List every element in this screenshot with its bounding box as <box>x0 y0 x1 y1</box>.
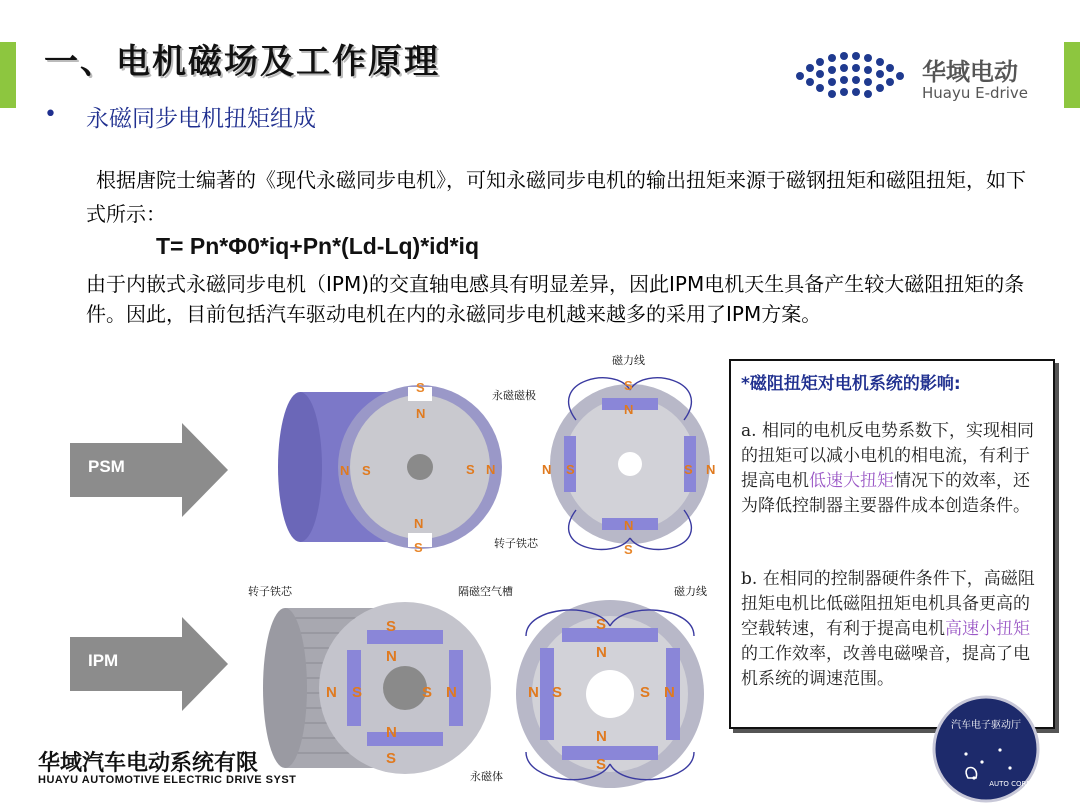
reluctance-torque-infobox <box>729 359 1055 729</box>
psm-flux-line-callout: 磁力线 <box>612 354 645 367</box>
ipm3d-pole-s-top: S <box>386 618 397 635</box>
torque-formula: T= Pn*Φ0*iq+Pn*(Ld-Lq)*id*iq <box>156 233 479 259</box>
auto-core-badge <box>930 694 1042 804</box>
point-a-text: a. 相同的电机反电势系数下，实现相同的扭矩可以减小电机的相电流，有利于提高电机 <box>741 421 1034 491</box>
footer-company-cn: 华域汽车电动系统有限 <box>38 751 259 776</box>
psm-shaft-hole <box>407 454 433 480</box>
psm-rotor-core-callout: 转子铁芯 <box>494 537 538 550</box>
psm-pm-pole-callout: 永磁磁极 <box>492 389 536 402</box>
ipm-flux-pole-s-bottom: S <box>596 756 607 773</box>
psm-arrow <box>70 423 230 518</box>
point-a-text-end: 情况下的效率，还为降低控制器主要器件成本创造条件。 <box>741 471 1030 516</box>
intro-paragraph: 根据唐院士编著的《现代永磁同步电机》，可知永磁同步电机的输出扭矩来源于磁钢扭矩和磁阻扭矩，如下式所示： <box>86 168 1026 226</box>
logo-name-cn: 华域电动 <box>922 58 1018 86</box>
ipm-flux-pole-n-left: N <box>528 684 539 701</box>
infobox-point-b <box>741 567 1045 692</box>
ipm-flux-pole-s-right: S <box>640 684 651 701</box>
psm-flux-pole-s-right: S <box>684 462 693 477</box>
psm-flux-pole-n-bottom: N <box>624 518 634 533</box>
logo-name-en: Huayu E-drive <box>922 84 1028 102</box>
infobox-point-a <box>741 419 1045 519</box>
psm3d-pole-n-left: N <box>340 463 350 478</box>
slide-title: 一、电机磁场及工作原理 <box>44 42 440 82</box>
ipm3d-pole-s-bottom: S <box>386 750 397 767</box>
ipm3d-pole-n-right: N <box>446 684 457 701</box>
psm3d-pole-n-bottom: N <box>414 516 424 531</box>
psm3d-pole-s-right: S <box>466 462 475 477</box>
ipm-label: IPM <box>88 651 119 670</box>
ipm-rotor-core-callout: 转子铁芯 <box>248 585 292 598</box>
psm3d-pole-s-left: S <box>362 463 371 478</box>
right-accent-bar <box>1064 42 1080 108</box>
footer-company-en: HUAYU AUTOMOTIVE ELECTRIC DRIVE SYST <box>38 774 297 786</box>
psm-flux-pole-n-top: N <box>624 402 634 417</box>
infobox-title: *磁阻扭矩对电机系统的影响: <box>741 374 961 394</box>
ipm-arrow <box>70 617 230 712</box>
ipm-flux-line-callout: 磁力线 <box>674 585 707 598</box>
ipm3d-pole-n-bottom: N <box>386 724 397 741</box>
point-b-text: b. 在相同的控制器硬件条件下，高磁阻扭矩电机比低磁阻扭矩电机具备更高的空载转速，有利于提高电机 <box>741 569 1035 639</box>
badge-text: 汽车电子驱动厅 <box>951 720 1021 731</box>
left-accent-bar <box>0 42 16 108</box>
point-b-highlight: 高速小扭矩 <box>945 619 1030 639</box>
ipm-paragraph: 由于内嵌式永磁同步电机（IPM)的交直轴电感具有明显差异，因此IPM电机天生具备产生较大磁阻扭矩的条件。因此，目前包括汽车驱动电机在内的永磁同步电机越来越多的采用了IPM方案。 <box>86 272 1025 326</box>
psm3d-pole-s-bottom: S <box>414 540 423 555</box>
ipm3d-pole-n-left: N <box>326 684 337 701</box>
ipm-rotor-3d <box>255 588 515 788</box>
ipm3d-pole-s-right: S <box>422 684 433 701</box>
point-b-text-end: 的工作效率，改善电磁噪音，提高了电机系统的调速范围。 <box>741 644 1030 689</box>
psm-flux-pole-s-top: S <box>624 378 633 393</box>
ipm-flux-pole-n-top: N <box>596 644 607 661</box>
ipm-flux-pole-s-left: S <box>552 684 563 701</box>
ipm-magnet-callout: 永磁体 <box>470 770 503 783</box>
bullet-marker: • <box>44 102 57 127</box>
psm3d-pole-n-right: N <box>486 462 496 477</box>
ipm-air-slot-callout: 隔磁空气槽 <box>458 585 513 598</box>
psm-flux-pole-s-bottom: S <box>624 542 633 557</box>
psm-label: PSM <box>88 457 125 476</box>
psm-flux-pole-n-right: N <box>706 462 716 477</box>
badge-sub-text: AUTO CORE <box>989 780 1031 788</box>
psm-flux-pole-s-left: S <box>566 462 575 477</box>
psm-flux-pole-n-left: N <box>542 462 552 477</box>
logo-dot-sphere-icon <box>780 46 916 108</box>
section-subtitle: 永磁同步电机扭矩组成 <box>86 106 316 132</box>
ipm-flux-pole-n-bottom: N <box>596 728 607 745</box>
point-a-highlight: 低速大扭矩 <box>809 471 894 491</box>
ipm3d-pole-n-top: N <box>386 648 397 665</box>
ipm3d-pole-s-left: S <box>352 684 363 701</box>
ipm-flux-pole-n-right: N <box>664 684 675 701</box>
ipm-shaft-hole <box>383 666 427 710</box>
huayu-logo <box>780 46 1030 108</box>
ipm-flux-pole-s-top: S <box>596 616 607 633</box>
psm3d-pole-n-top: N <box>416 406 426 421</box>
psm3d-pole-s-top: S <box>416 380 425 395</box>
